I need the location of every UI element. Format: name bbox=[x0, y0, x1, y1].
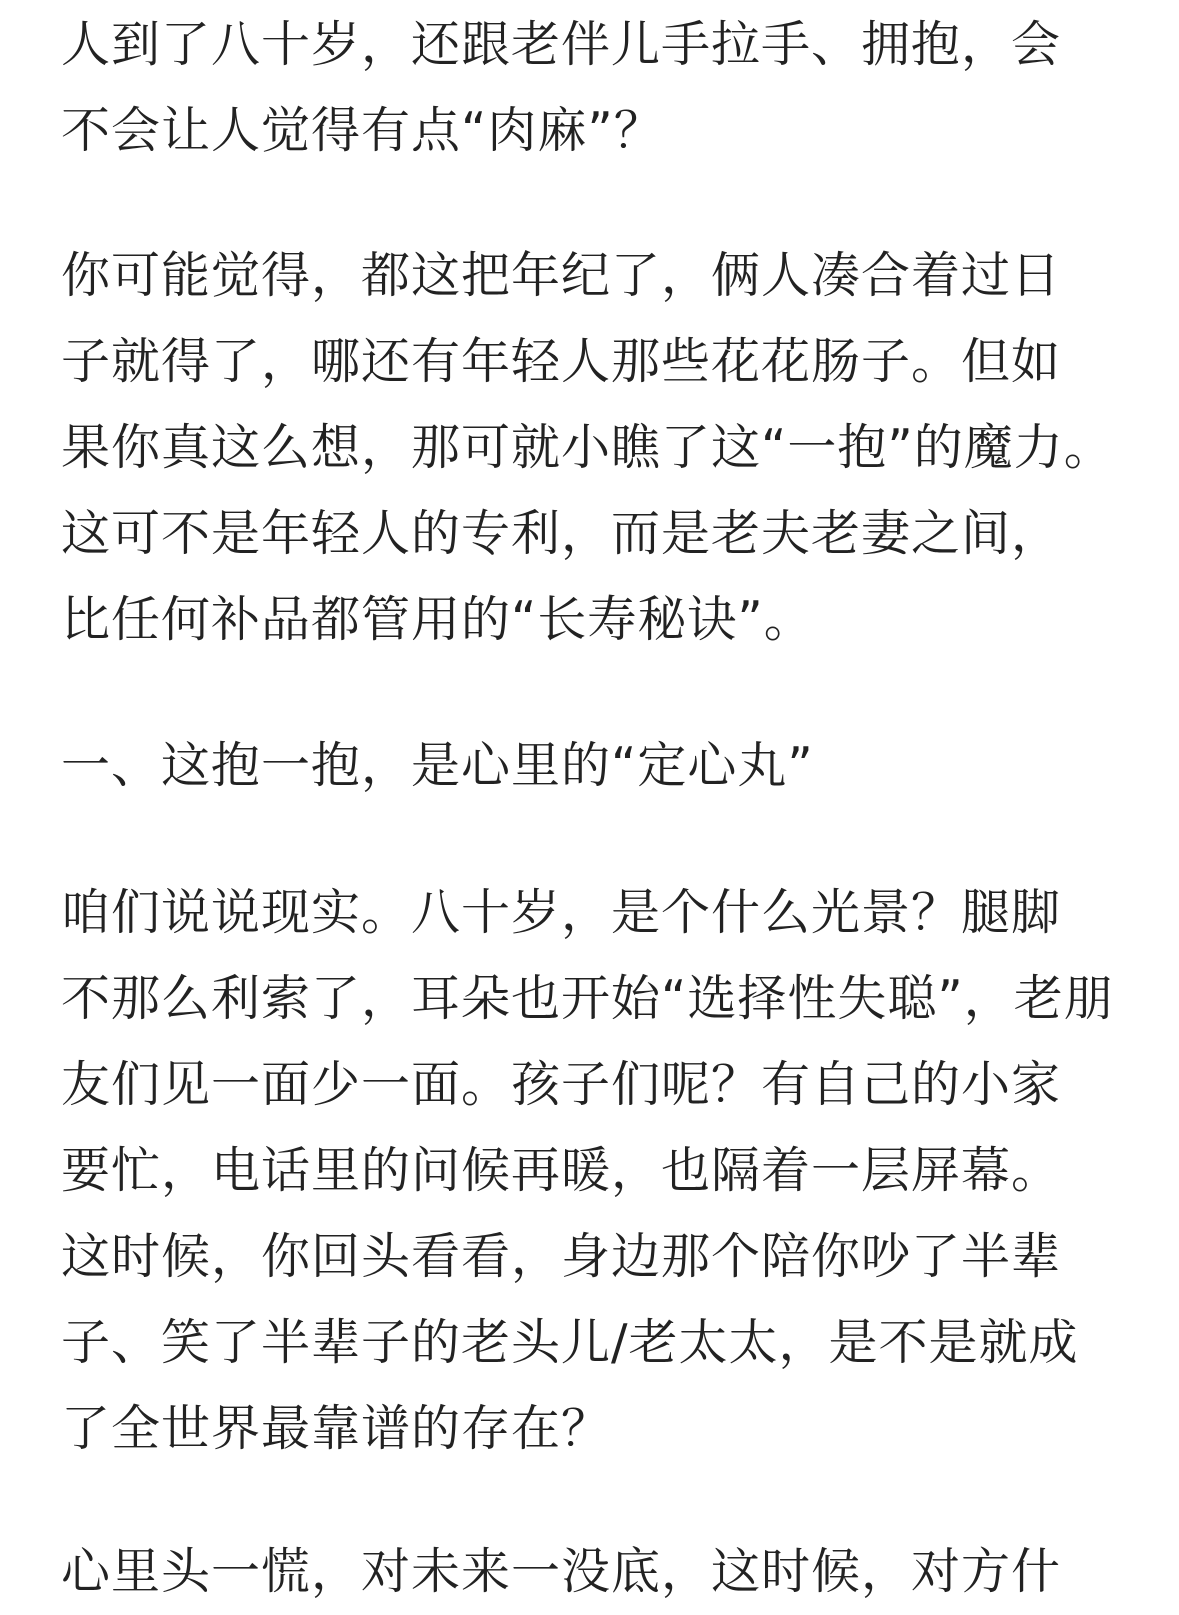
paragraph-body: 咱们说说现实。八十岁，是个什么光景？腿脚 不那么利索了，耳朵也开始“选择性失聪”，老朋 友们见一面少一面。孩子们呢？有自己的小家 要忙，电话里的问候再暖，也隔着一层屏幕。 这时候，你回头看看，身边那个陪你吵了半辈 子、笑了半辈子的老头儿/老太太，是不是就成 了全世界最靠谱的存在？ bbox=[61, 884, 1114, 1457]
paragraph-intro: 人到了八十岁，还跟老伴儿手拉手、拥抱，会 不会让人觉得有点“肉麻”？ bbox=[61, 16, 1062, 159]
paragraph-cutoff: 心里头一慌，对未来一没底，这时候，对方什 bbox=[61, 1543, 1062, 1600]
paragraph-body: 你可能觉得，都这把年纪了，俩人凑合着过日 子就得了，哪还有年轻人那些花花肠子。但如 果你真这么想，那可就小瞧了这“一抱”的魔力。 这可不是年轻人的专利，而是老夫老妻之间， 比任何补品都管用的“长寿秘诀”。 bbox=[61, 247, 1114, 648]
section-heading: 一、这抱一抱，是心里的“定心丸” bbox=[61, 737, 814, 794]
